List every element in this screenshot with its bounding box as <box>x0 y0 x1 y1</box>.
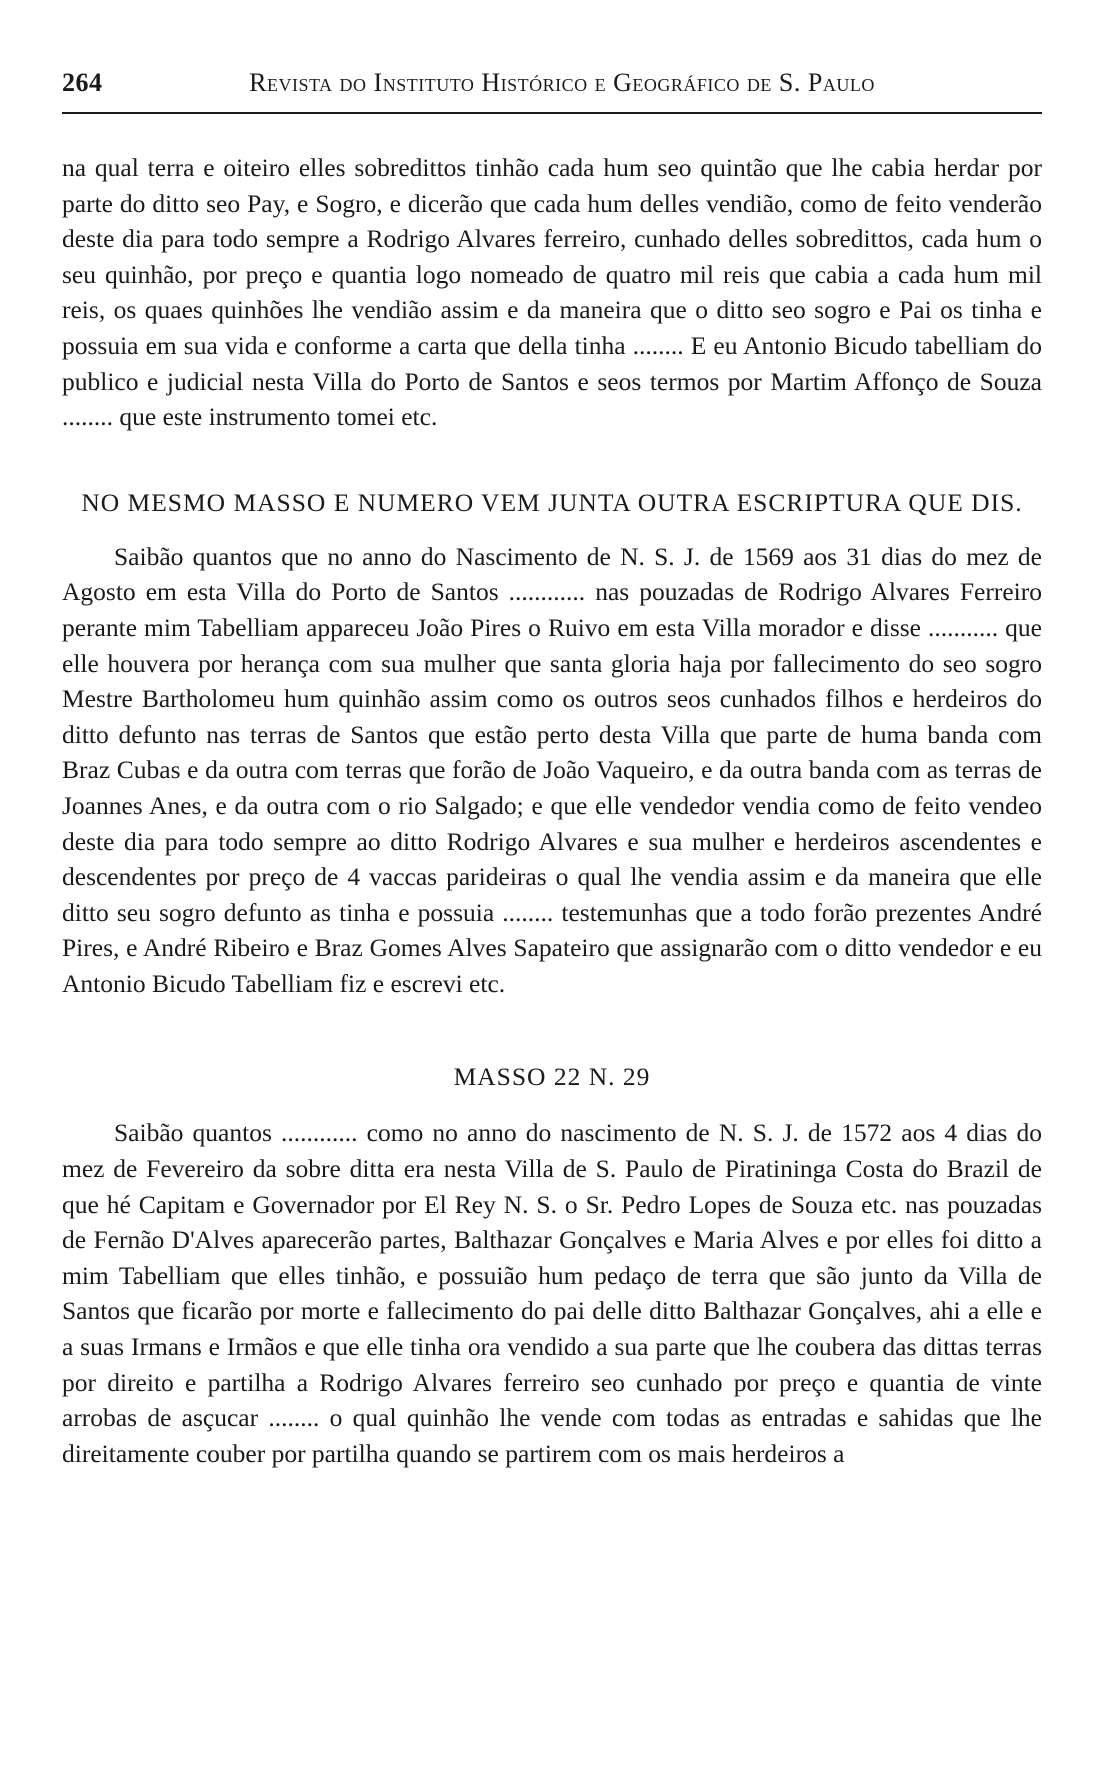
running-header <box>62 68 1042 114</box>
paragraph-escriptura-1572: Saibão quantos ............ como no anno do nascimento de N. S. J. de 1572 aos 4 dias do mez de Fevereiro da sobre ditta era nesta Villa de S. Paulo de Piratininga Costa do Brazil de que hé Capitam e Governador por El Rey N. S. o Sr. Pedro Lopes de Souza etc. nas pouzadas de Fernão D'Alves aparecerão partes, Balthazar Gonçalves e Maria Alves e por elles foi ditto a mim Tabelliam que elles tinhão, e possuião hum pedaço de terra que são junto da Villa de Santos que ficarão por morte e fallecimento do pai delle ditto Balthazar Gonçalves, ahi a elle e a suas Irmans e Irmãos e que elle tinha ora vendido a sua parte que lhe coubera das dittas terras por direito e partilha a Rodrigo Alvares ferreiro seo cunhado por preço e quantia de vinte arrobas de asçucar ........ o qual quinhão lhe vende com todas as entradas e sahidas que lhe direitamente couber por partilha quando se partirem com os mais herdeiros a <box>62 1118 1042 1468</box>
section-heading-outra-escriptura: NO MESMO MASSO E NUMERO VEM JUNTA OUTRA ESCRIPTURA QUE DIS. <box>81 487 1023 517</box>
page-number: 264 <box>62 68 103 97</box>
paragraph-continuation: na qual terra e oiteiro elles sobredittos tinhão cada hum seo quintão que lhe cabia herdar por parte do ditto seo Pay, e Sogro, e dicerão que cada hum delles vendião, como de feito venderão deste dia para todo sempre a Rodrigo Alvares ferreiro, cunhado delles sobredittos, cada hum o seu quinhão, por preço e quantia logo nomeado de quatro mil reis que cabia a cada hum mil reis, os quaes quinhões lhe vendião assim e da maneira que o ditto seo sogro e Pai os tinha e possuia em sua vida e conforme a carta que della tinha ........ E eu Antonio Bicudo tabelliam do publico e judicial nesta Villa do Porto de Santos e seos termos por Martim Affonço de Souza ........ que este instrumento tomei etc. <box>62 153 1042 432</box>
paragraph-escriptura-1569: Saibão quantos que no anno do Nascimento de N. S. J. de 1569 aos 31 dias do mez de Agosto em esta Villa do Porto de Santos ............ nas pouzadas de Rodrigo Alvares Ferreiro perante mim Tabelliam appareceu João Pires o Ruivo em esta Villa morador e disse ........... que elle houvera por herança com sua mulher que santa gloria haja por fallecimento do seo sogro Mestre Bartholomeu hum quinhão assim como os outros seos cunhados filhos e herdeiros do ditto defunto nas terras de Santos que estão perto desta Villa que parte de huma banda com Braz Cubas e da outra com terras que forão de João Vaqueiro, e da outra banda com as terras de Joannes Anes, e da outra com o rio Salgado; e que elle vendedor vendia como de feito vendeo deste dia para todo sempre ao ditto Rodrigo Alvares e sua mulher e herdeiros ascendentes e descendentes por preço de 4 vaccas parideiras o qual lhe vendia assim e da maneira que elle ditto seu sogro defunto as tinha e possuia ........ testemunhas que a todo forão prezentes André Pires, e André Ribeiro e Braz Gomes Alves Sapateiro que assignarão com o ditto vendedor e eu Antonio Bicudo Tabelliam fiz e escrevi etc. <box>62 541 1042 998</box>
section-heading-masso-22: MASSO 22 N. 29 <box>453 1062 651 1092</box>
body-text <box>62 150 1042 1471</box>
page <box>62 68 1042 1471</box>
journal-title: Revista do Instituto Histórico e Geográfico de S. Paulo <box>249 68 875 97</box>
